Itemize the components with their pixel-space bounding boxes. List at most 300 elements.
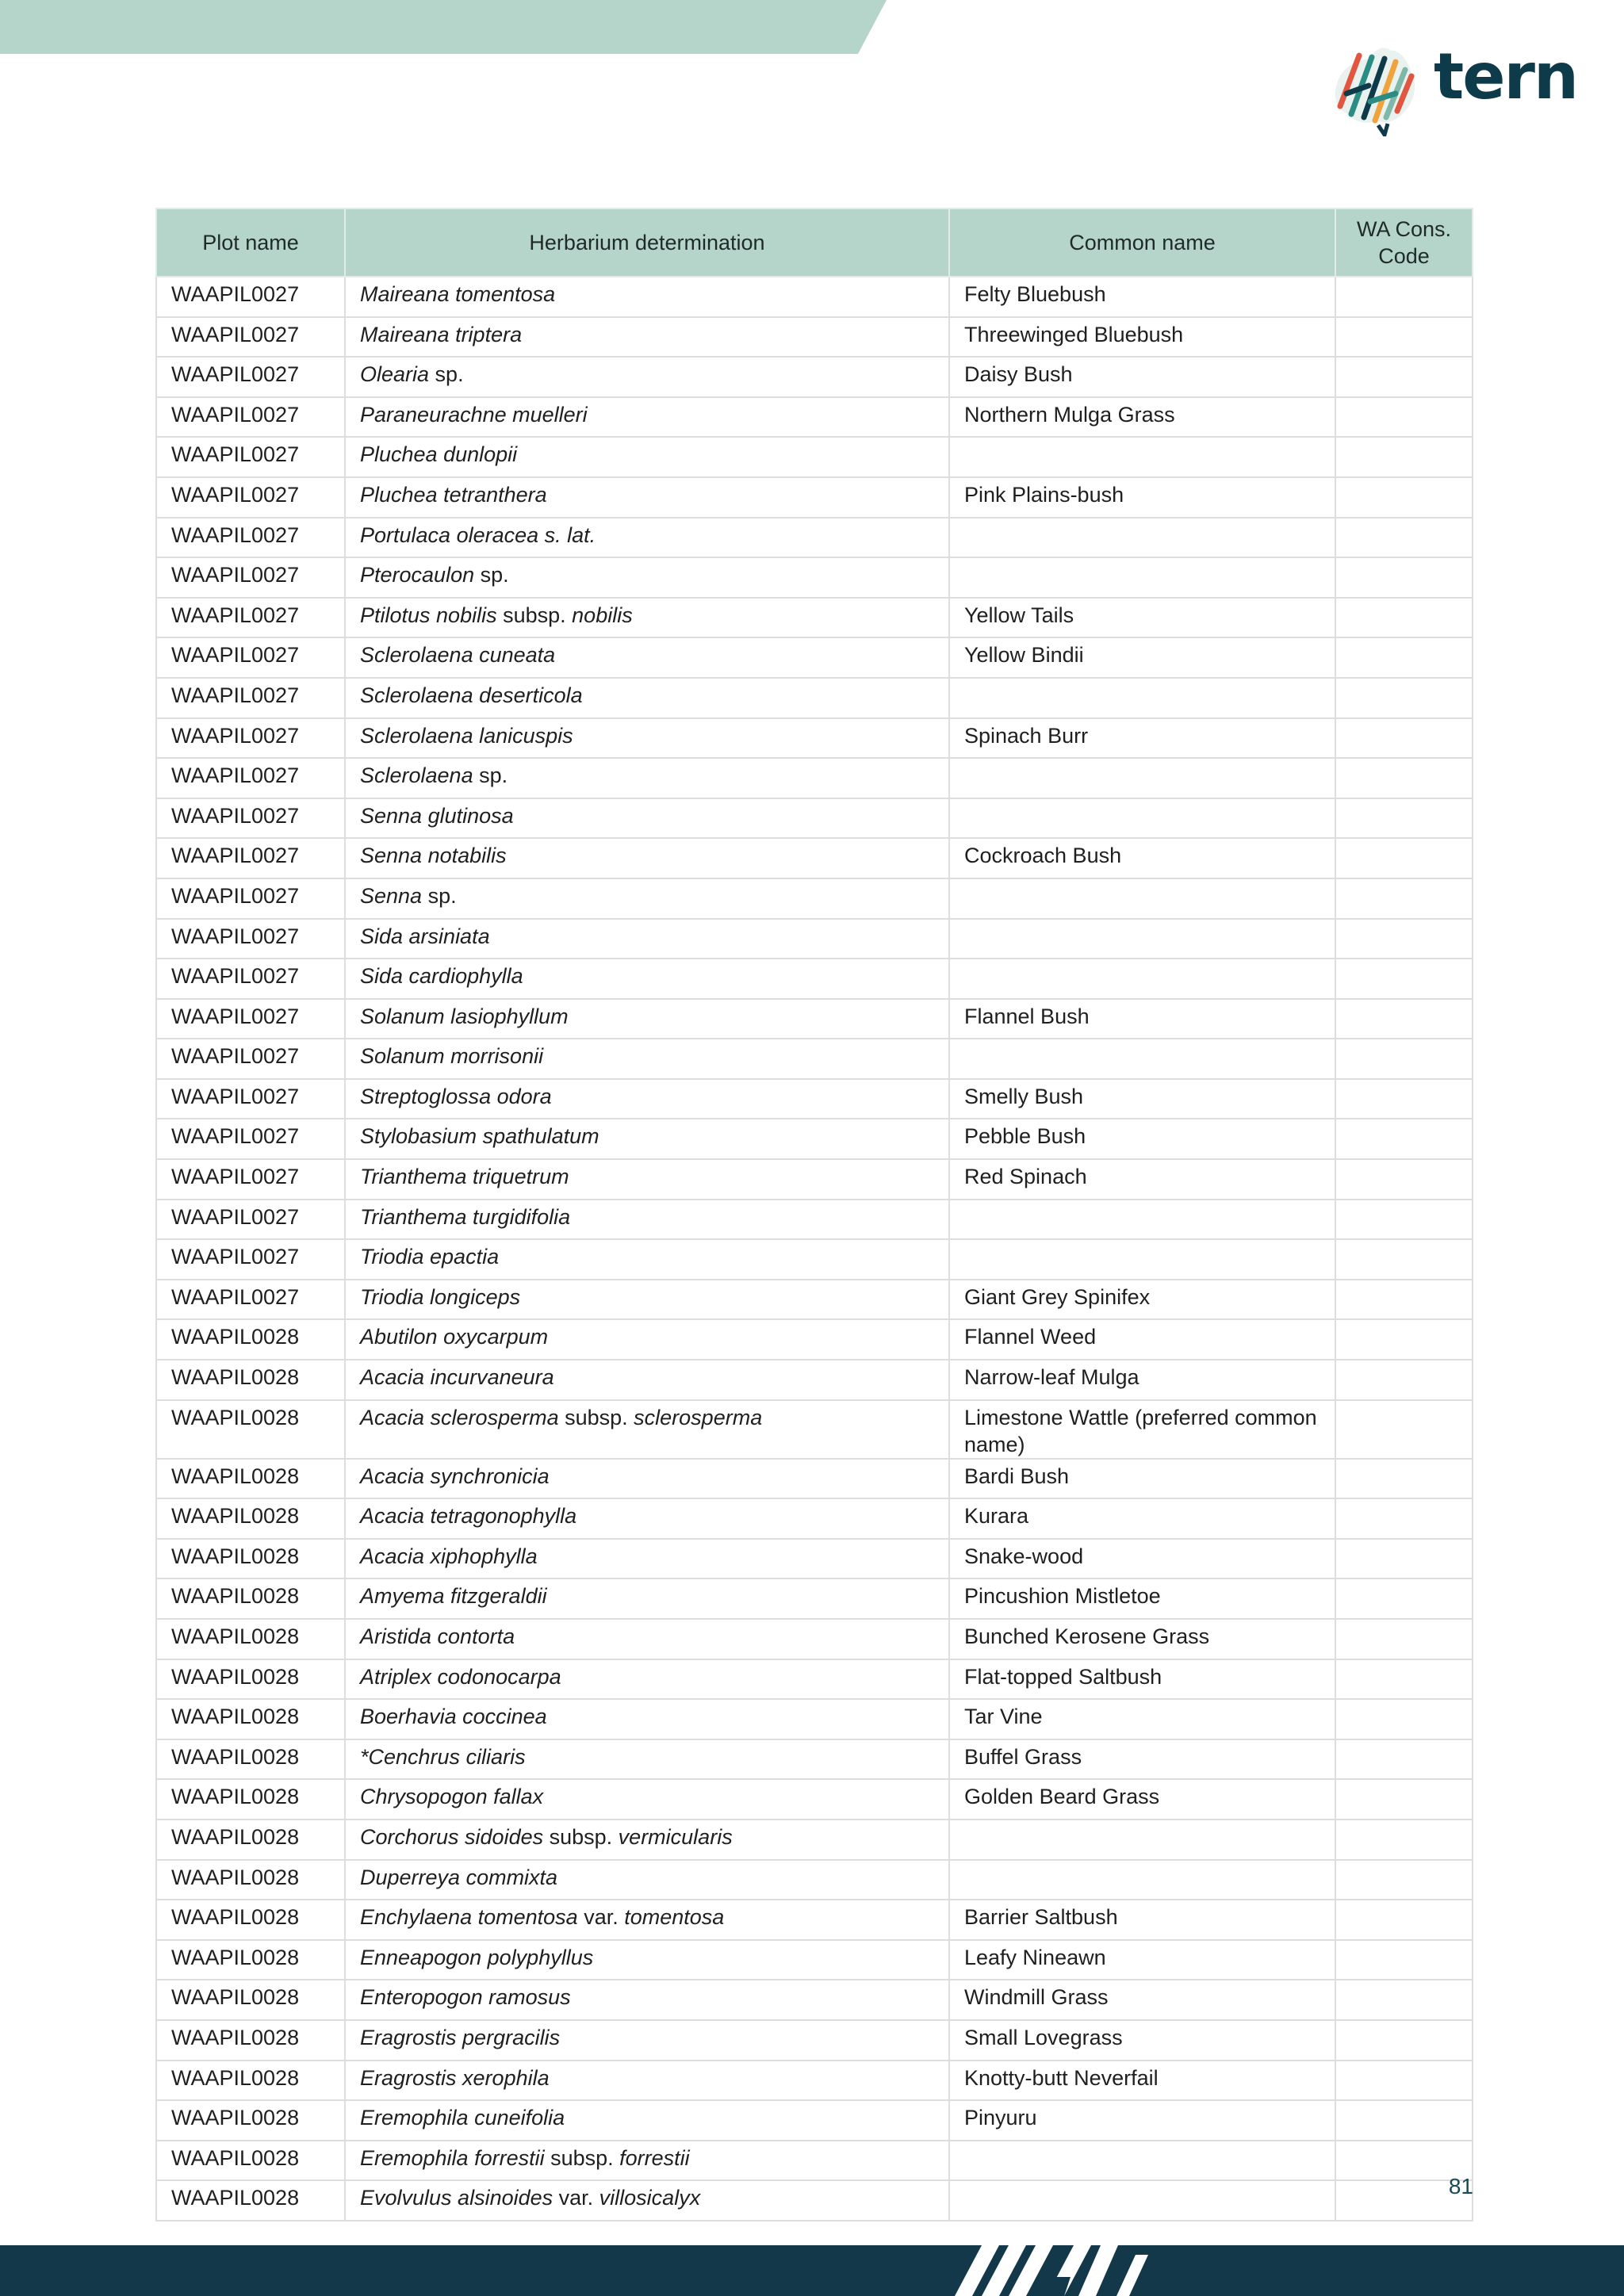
cell-wa-cons-code <box>1335 1459 1473 1499</box>
tern-logo <box>1323 38 1577 136</box>
cell-herbarium-determination <box>345 477 949 518</box>
header-herbarium-determination: Herbarium determination <box>345 209 949 277</box>
cell-wa-cons-code <box>1335 598 1473 638</box>
table-row <box>156 1280 1473 1320</box>
scientific-name-part: Acacia incurvaneura <box>360 1365 554 1390</box>
cell-herbarium-determination <box>345 919 949 959</box>
cell-wa-cons-code <box>1335 999 1473 1039</box>
cell-common-name: Narrow-leaf Mulga <box>949 1360 1335 1400</box>
rank-qualifier: sp. <box>474 563 509 587</box>
cell-common-name: Cockroach Bush <box>949 838 1335 878</box>
table-row <box>156 959 1473 999</box>
cell-wa-cons-code <box>1335 1860 1473 1900</box>
cell-plot-name: WAAPIL0028 <box>156 1699 345 1739</box>
table-row <box>156 518 1473 558</box>
cell-herbarium-determination <box>345 1459 949 1499</box>
table-row <box>156 798 1473 839</box>
rank-qualifier: sp. <box>422 883 457 908</box>
scientific-name-part: Atriplex codonocarpa <box>360 1664 561 1689</box>
cell-herbarium-determination <box>345 1699 949 1739</box>
cell-wa-cons-code <box>1335 1280 1473 1320</box>
cell-herbarium-determination <box>345 598 949 638</box>
cell-plot-name: WAAPIL0028 <box>156 1860 345 1900</box>
cell-plot-name: WAAPIL0028 <box>156 1739 345 1780</box>
cell-herbarium-determination <box>345 277 949 317</box>
cell-plot-name: WAAPIL0027 <box>156 798 345 839</box>
cell-herbarium-determination <box>345 518 949 558</box>
cell-plot-name: WAAPIL0028 <box>156 2061 345 2101</box>
cell-common-name: Barrier Saltbush <box>949 1900 1335 1940</box>
rank-qualifier: sp. <box>429 362 464 387</box>
header-plot-name: Plot name <box>156 209 345 277</box>
cell-wa-cons-code <box>1335 518 1473 558</box>
scientific-name-part: Ptilotus nobilis <box>360 603 497 627</box>
cell-plot-name: WAAPIL0027 <box>156 1159 345 1200</box>
cell-common-name: Bunched Kerosene Grass <box>949 1619 1335 1659</box>
scientific-name-part: Enteropogon ramosus <box>360 1985 571 2010</box>
scientific-name-part: Eragrostis pergracilis <box>360 2025 561 2049</box>
scientific-name-part: forrestii <box>619 2145 690 2170</box>
cell-common-name <box>949 2141 1335 2181</box>
cell-wa-cons-code <box>1335 1200 1473 1240</box>
table-row <box>156 637 1473 678</box>
cell-wa-cons-code <box>1335 1659 1473 1700</box>
cell-wa-cons-code <box>1335 1779 1473 1820</box>
cell-herbarium-determination <box>345 557 949 598</box>
cell-herbarium-determination <box>345 1119 949 1159</box>
cell-common-name: Windmill Grass <box>949 1980 1335 2020</box>
table-row <box>156 1619 1473 1659</box>
cell-common-name <box>949 1239 1335 1280</box>
cell-wa-cons-code <box>1335 1239 1473 1280</box>
cell-herbarium-determination <box>345 1319 949 1360</box>
cell-plot-name: WAAPIL0027 <box>156 317 345 358</box>
scientific-name-part: vermicularis <box>618 1824 733 1849</box>
cell-common-name <box>949 919 1335 959</box>
cell-wa-cons-code <box>1335 1498 1473 1539</box>
cell-herbarium-determination <box>345 1980 949 2020</box>
cell-herbarium-determination <box>345 1940 949 1980</box>
cell-plot-name: WAAPIL0027 <box>156 357 345 397</box>
cell-plot-name: WAAPIL0028 <box>156 2141 345 2181</box>
cell-plot-name: WAAPIL0027 <box>156 758 345 798</box>
cell-wa-cons-code <box>1335 317 1473 358</box>
page-number: 81 <box>1448 2174 1473 2198</box>
table-row <box>156 999 1473 1039</box>
cell-plot-name: WAAPIL0028 <box>156 1578 345 1619</box>
cell-wa-cons-code <box>1335 678 1473 718</box>
cell-herbarium-determination <box>345 1539 949 1579</box>
cell-wa-cons-code <box>1335 1820 1473 1860</box>
cell-common-name: Northern Mulga Grass <box>949 397 1335 438</box>
cell-plot-name: WAAPIL0028 <box>156 1319 345 1360</box>
table-row <box>156 1659 1473 1700</box>
cell-plot-name: WAAPIL0028 <box>156 1619 345 1659</box>
table-row <box>156 2100 1473 2141</box>
scientific-name-part: Sclerolaena cuneata <box>360 643 556 668</box>
cell-plot-name: WAAPIL0028 <box>156 1980 345 2020</box>
cell-common-name: Knotty-butt Neverfail <box>949 2061 1335 2101</box>
cell-herbarium-determination <box>345 1039 949 1079</box>
cell-herbarium-determination <box>345 1659 949 1700</box>
cell-herbarium-determination <box>345 1820 949 1860</box>
cell-wa-cons-code <box>1335 838 1473 878</box>
cell-common-name <box>949 1039 1335 1079</box>
cell-common-name: Golden Beard Grass <box>949 1779 1335 1820</box>
table-row <box>156 1079 1473 1119</box>
scientific-name-part: Pluchea dunlopii <box>360 442 518 467</box>
table-row <box>156 1319 1473 1360</box>
cell-common-name <box>949 878 1335 919</box>
scientific-name-part: Portulaca oleracea s. lat. <box>360 522 596 547</box>
cell-wa-cons-code <box>1335 718 1473 759</box>
scientific-name-part: Abutilon oxycarpum <box>360 1325 549 1349</box>
cell-common-name: Yellow Bindii <box>949 637 1335 678</box>
cell-wa-cons-code <box>1335 437 1473 477</box>
table-row <box>156 1119 1473 1159</box>
cell-common-name <box>949 518 1335 558</box>
cell-plot-name: WAAPIL0028 <box>156 1659 345 1700</box>
table-row <box>156 357 1473 397</box>
cell-herbarium-determination <box>345 798 949 839</box>
table-body <box>156 277 1473 2221</box>
table-row <box>156 1539 1473 1579</box>
cell-herbarium-determination <box>345 1360 949 1400</box>
scientific-name-part: Sclerolaena <box>360 763 473 788</box>
cell-wa-cons-code <box>1335 758 1473 798</box>
cell-herbarium-determination <box>345 1578 949 1619</box>
scientific-name-part: Chrysopogon fallax <box>360 1785 544 1809</box>
cell-wa-cons-code <box>1335 1039 1473 1079</box>
cell-wa-cons-code <box>1335 1699 1473 1739</box>
cell-herbarium-determination <box>345 678 949 718</box>
scientific-name-part: Eremophila cuneifolia <box>360 2106 565 2130</box>
cell-herbarium-determination <box>345 1079 949 1119</box>
cell-wa-cons-code <box>1335 1400 1473 1459</box>
species-table <box>155 208 1473 2221</box>
cell-plot-name: WAAPIL0027 <box>156 919 345 959</box>
cell-herbarium-determination <box>345 1400 949 1459</box>
cell-herbarium-determination <box>345 1739 949 1780</box>
cell-common-name: Yellow Tails <box>949 598 1335 638</box>
cell-plot-name: WAAPIL0027 <box>156 518 345 558</box>
scientific-name-part: Senna notabilis <box>360 844 507 868</box>
footer-band <box>0 2245 1624 2296</box>
cell-wa-cons-code <box>1335 1980 1473 2020</box>
cell-plot-name: WAAPIL0027 <box>156 277 345 317</box>
cell-herbarium-determination <box>345 1779 949 1820</box>
table-row <box>156 317 1473 358</box>
rank-qualifier: var. <box>577 1905 625 1930</box>
cell-wa-cons-code <box>1335 919 1473 959</box>
scientific-name-part: Pterocaulon <box>360 563 475 587</box>
australia-map-logo-icon <box>1323 38 1426 136</box>
cell-common-name: Daisy Bush <box>949 357 1335 397</box>
header-band <box>0 0 896 54</box>
cell-plot-name: WAAPIL0027 <box>156 437 345 477</box>
table-row <box>156 1739 1473 1780</box>
cell-herbarium-determination <box>345 1900 949 1940</box>
scientific-name-part: Trianthema triquetrum <box>360 1165 569 1189</box>
table-row <box>156 1200 1473 1240</box>
table-row <box>156 1980 1473 2020</box>
cell-common-name: Small Lovegrass <box>949 2020 1335 2061</box>
cell-plot-name: WAAPIL0028 <box>156 2180 345 2221</box>
cell-plot-name: WAAPIL0028 <box>156 1779 345 1820</box>
cell-herbarium-determination <box>345 1239 949 1280</box>
cell-wa-cons-code <box>1335 878 1473 919</box>
table-row <box>156 678 1473 718</box>
table-row <box>156 1699 1473 1739</box>
table-row <box>156 1360 1473 1400</box>
table-row <box>156 1159 1473 1200</box>
cell-common-name: Flat-topped Saltbush <box>949 1659 1335 1700</box>
cell-herbarium-determination <box>345 637 949 678</box>
table-row <box>156 1239 1473 1280</box>
cell-common-name: Red Spinach <box>949 1159 1335 1200</box>
cell-common-name: Tar Vine <box>949 1699 1335 1739</box>
cell-common-name <box>949 758 1335 798</box>
cell-common-name: Smelly Bush <box>949 1079 1335 1119</box>
cell-herbarium-determination <box>345 2141 949 2181</box>
cell-wa-cons-code <box>1335 1900 1473 1940</box>
cell-wa-cons-code <box>1335 1578 1473 1619</box>
cell-common-name: Flannel Weed <box>949 1319 1335 1360</box>
table-row <box>156 1860 1473 1900</box>
cell-common-name: Leafy Nineawn <box>949 1940 1335 1980</box>
table-row <box>156 477 1473 518</box>
cell-herbarium-determination <box>345 2100 949 2141</box>
table-row <box>156 2180 1473 2221</box>
scientific-name-part: nobilis <box>572 603 633 627</box>
cell-common-name: Buffel Grass <box>949 1739 1335 1780</box>
cell-common-name: Threewinged Bluebush <box>949 317 1335 358</box>
cell-plot-name: WAAPIL0027 <box>156 1079 345 1119</box>
cell-common-name: Bardi Bush <box>949 1459 1335 1499</box>
cell-wa-cons-code <box>1335 477 1473 518</box>
cell-plot-name: WAAPIL0027 <box>156 557 345 598</box>
cell-common-name: Pink Plains-bush <box>949 477 1335 518</box>
cell-herbarium-determination <box>345 838 949 878</box>
table-row <box>156 718 1473 759</box>
scientific-name-part: Paraneurachne muelleri <box>360 402 588 427</box>
table-header-row <box>156 209 1473 277</box>
cell-wa-cons-code <box>1335 637 1473 678</box>
cell-wa-cons-code <box>1335 357 1473 397</box>
rank-qualifier: subsp. <box>496 603 573 627</box>
cell-herbarium-determination <box>345 1159 949 1200</box>
scientific-name-part: Acacia xiphophylla <box>360 1544 538 1568</box>
table-row <box>156 1820 1473 1860</box>
cell-plot-name: WAAPIL0027 <box>156 838 345 878</box>
scientific-name-part: sclerosperma <box>634 1405 763 1429</box>
cell-wa-cons-code <box>1335 1739 1473 1780</box>
cell-common-name: Felty Bluebush <box>949 277 1335 317</box>
cell-plot-name: WAAPIL0028 <box>156 1360 345 1400</box>
table-row <box>156 838 1473 878</box>
table-row <box>156 758 1473 798</box>
scientific-name-part: Solanum lasiophyllum <box>360 1004 569 1028</box>
scientific-name-part: Acacia tetragonophylla <box>360 1504 577 1529</box>
scientific-name-part: Solanum morrisonii <box>360 1044 544 1069</box>
rank-qualifier: subsp. <box>544 2145 620 2170</box>
cell-plot-name: WAAPIL0027 <box>156 598 345 638</box>
cell-wa-cons-code <box>1335 1619 1473 1659</box>
scientific-name-part: Amyema fitzgeraldii <box>360 1584 547 1609</box>
scientific-name-part: Pluchea tetranthera <box>360 482 547 507</box>
scientific-name-part: Acacia synchronicia <box>360 1464 550 1488</box>
scientific-name-part: Boerhavia coccinea <box>360 1705 547 1729</box>
cell-plot-name: WAAPIL0027 <box>156 1239 345 1280</box>
cell-wa-cons-code <box>1335 2020 1473 2061</box>
cell-common-name <box>949 959 1335 999</box>
scientific-name-part: Maireana tomentosa <box>360 282 556 306</box>
table-row <box>156 1779 1473 1820</box>
table-row <box>156 397 1473 438</box>
table-row <box>156 1459 1473 1499</box>
cell-plot-name: WAAPIL0027 <box>156 878 345 919</box>
table-row <box>156 1578 1473 1619</box>
scientific-name-part: Duperreya commixta <box>360 1865 558 1889</box>
cell-plot-name: WAAPIL0027 <box>156 1280 345 1320</box>
table-row <box>156 598 1473 638</box>
cell-herbarium-determination <box>345 357 949 397</box>
cell-plot-name: WAAPIL0027 <box>156 637 345 678</box>
cell-common-name <box>949 1860 1335 1900</box>
table-row <box>156 277 1473 317</box>
cell-herbarium-determination <box>345 878 949 919</box>
scientific-name-part: Eremophila forrestii <box>360 2145 545 2170</box>
scientific-name-part: Stylobasium spathulatum <box>360 1124 599 1149</box>
cell-wa-cons-code <box>1335 1360 1473 1400</box>
cell-herbarium-determination <box>345 1860 949 1900</box>
cell-herbarium-determination <box>345 999 949 1039</box>
cell-herbarium-determination <box>345 2180 949 2221</box>
cell-plot-name: WAAPIL0028 <box>156 1539 345 1579</box>
cell-common-name <box>949 557 1335 598</box>
cell-herbarium-determination <box>345 758 949 798</box>
cell-common-name <box>949 2180 1335 2221</box>
scientific-name-part: Eragrostis xerophila <box>360 2065 550 2090</box>
cell-plot-name: WAAPIL0028 <box>156 2020 345 2061</box>
table-row <box>156 1940 1473 1980</box>
cell-wa-cons-code <box>1335 959 1473 999</box>
scientific-name-part: Sclerolaena lanicuspis <box>360 723 573 748</box>
cell-common-name <box>949 798 1335 839</box>
cell-wa-cons-code <box>1335 798 1473 839</box>
scientific-name-part: Trianthema turgidifolia <box>360 1204 571 1229</box>
scientific-name-part: Olearia <box>360 362 430 387</box>
cell-wa-cons-code <box>1335 1940 1473 1980</box>
cell-wa-cons-code <box>1335 1079 1473 1119</box>
table-row <box>156 2061 1473 2101</box>
footer-stripes <box>928 2245 1166 2296</box>
cell-herbarium-determination <box>345 718 949 759</box>
cell-plot-name: WAAPIL0027 <box>156 999 345 1039</box>
table-row <box>156 2020 1473 2061</box>
cell-common-name: Giant Grey Spinifex <box>949 1280 1335 1320</box>
table-row <box>156 2141 1473 2181</box>
cell-plot-name: WAAPIL0027 <box>156 718 345 759</box>
cell-common-name: Pebble Bush <box>949 1119 1335 1159</box>
cell-common-name: Snake-wood <box>949 1539 1335 1579</box>
cell-wa-cons-code <box>1335 1159 1473 1200</box>
cell-wa-cons-code <box>1335 1319 1473 1360</box>
cell-wa-cons-code <box>1335 2100 1473 2141</box>
scientific-name-part: Senna <box>360 883 423 908</box>
cell-wa-cons-code <box>1335 397 1473 438</box>
cell-herbarium-determination <box>345 1498 949 1539</box>
cell-wa-cons-code <box>1335 277 1473 317</box>
cell-common-name: Limestone Wattle (preferred common name) <box>949 1400 1335 1459</box>
cell-plot-name: WAAPIL0027 <box>156 959 345 999</box>
cell-herbarium-determination <box>345 317 949 358</box>
cell-plot-name: WAAPIL0028 <box>156 2100 345 2141</box>
rank-qualifier: sp. <box>473 763 508 788</box>
cell-common-name: Spinach Burr <box>949 718 1335 759</box>
cell-wa-cons-code <box>1335 2061 1473 2101</box>
table-row <box>156 1039 1473 1079</box>
cell-plot-name: WAAPIL0028 <box>156 1940 345 1980</box>
scientific-name-part: Sida cardiophylla <box>360 964 523 989</box>
cell-plot-name: WAAPIL0027 <box>156 1200 345 1240</box>
cell-common-name: Pinyuru <box>949 2100 1335 2141</box>
scientific-name-part: Evolvulus alsinoides <box>360 2186 553 2210</box>
scientific-name-part: villosicalyx <box>599 2186 701 2210</box>
logo-text: tern <box>1434 40 1577 113</box>
cell-plot-name: WAAPIL0027 <box>156 397 345 438</box>
cell-herbarium-determination <box>345 2020 949 2061</box>
cell-plot-name: WAAPIL0028 <box>156 1498 345 1539</box>
scientific-name-part: Aristida contorta <box>360 1624 515 1648</box>
cell-wa-cons-code <box>1335 1539 1473 1579</box>
rank-qualifier: subsp. <box>558 1405 634 1429</box>
cell-plot-name: WAAPIL0027 <box>156 477 345 518</box>
cell-common-name: Pincushion Mistletoe <box>949 1578 1335 1619</box>
scientific-name-part: Maireana triptera <box>360 322 523 346</box>
scientific-name-part: Enneapogon polyphyllus <box>360 1945 594 1969</box>
cell-common-name: Flannel Bush <box>949 999 1335 1039</box>
table-row <box>156 1400 1473 1459</box>
cell-herbarium-determination <box>345 1280 949 1320</box>
table-row <box>156 1900 1473 1940</box>
table-row <box>156 557 1473 598</box>
cell-plot-name: WAAPIL0028 <box>156 1400 345 1459</box>
cell-herbarium-determination <box>345 437 949 477</box>
cell-plot-name: WAAPIL0028 <box>156 1820 345 1860</box>
table-row <box>156 919 1473 959</box>
cell-common-name <box>949 678 1335 718</box>
cell-plot-name: WAAPIL0027 <box>156 1119 345 1159</box>
cell-herbarium-determination <box>345 1200 949 1240</box>
cell-common-name: Kurara <box>949 1498 1335 1539</box>
cell-herbarium-determination <box>345 397 949 438</box>
header-common-name: Common name <box>949 209 1335 277</box>
table-row <box>156 437 1473 477</box>
scientific-name-part: Streptoglossa odora <box>360 1084 552 1108</box>
scientific-name-part: tomentosa <box>624 1905 725 1930</box>
scientific-name-part: Corchorus sidoides <box>360 1824 544 1849</box>
scientific-name-part: *Cenchrus ciliaris <box>360 1744 526 1769</box>
header-wa-cons-code: WA Cons. Code <box>1335 209 1473 277</box>
cell-herbarium-determination <box>345 1619 949 1659</box>
table-row <box>156 878 1473 919</box>
scientific-name-part: Triodia epactia <box>360 1245 500 1269</box>
cell-herbarium-determination <box>345 959 949 999</box>
cell-plot-name: WAAPIL0027 <box>156 678 345 718</box>
cell-plot-name: WAAPIL0028 <box>156 1900 345 1940</box>
cell-wa-cons-code <box>1335 557 1473 598</box>
